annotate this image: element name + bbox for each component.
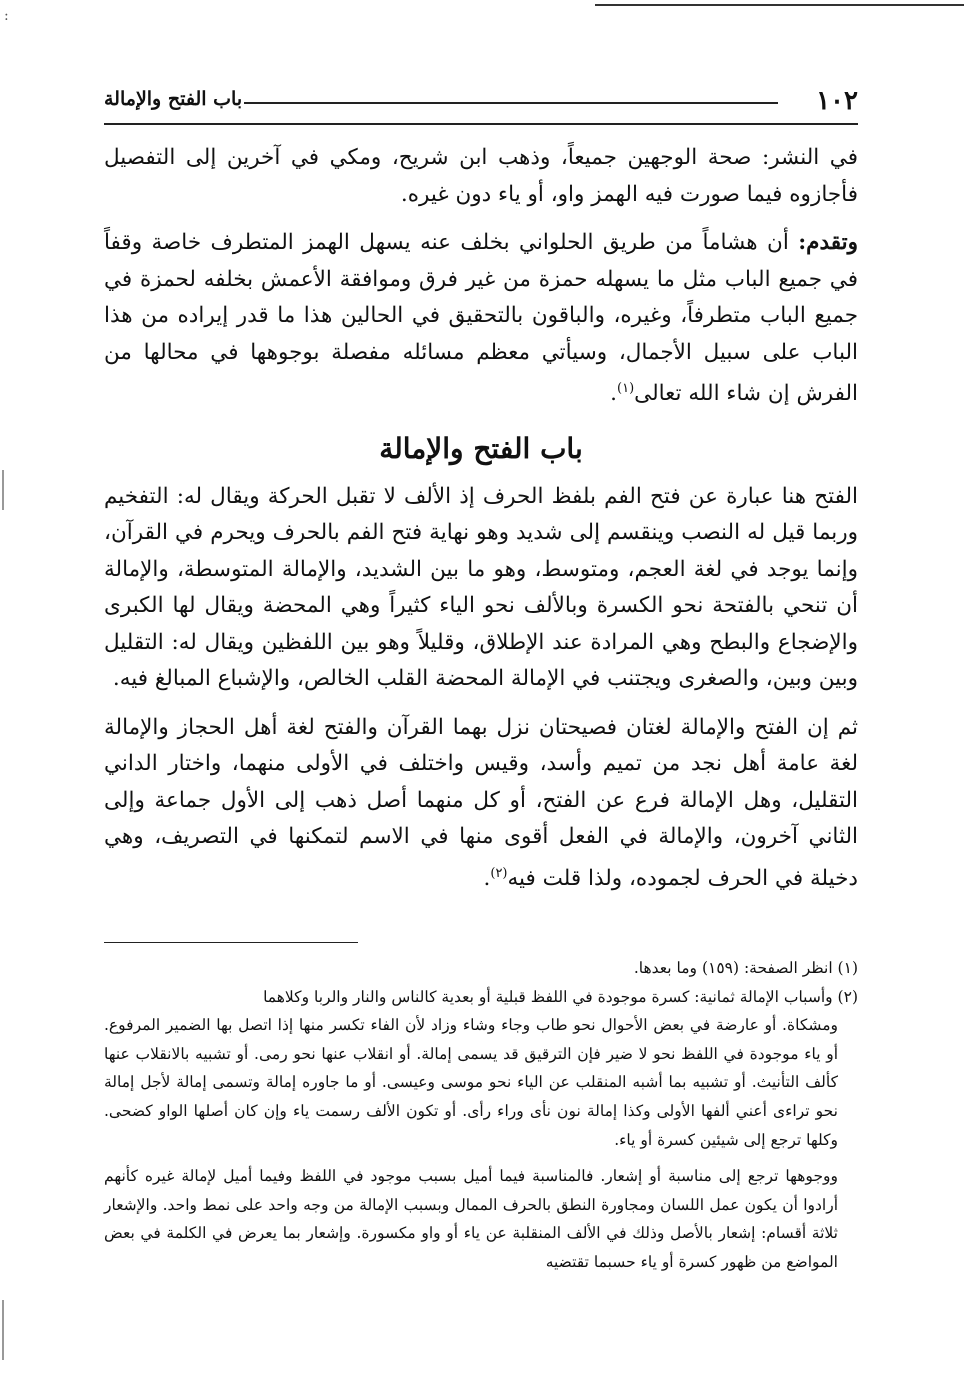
top-border-rule [595, 4, 964, 6]
paragraph-2-end: . [610, 381, 618, 407]
paragraph-2-lead: وتقدم: [798, 230, 858, 255]
footnotes [104, 954, 858, 1277]
page-number: ١٠٢ [816, 86, 858, 116]
paragraph-4 [104, 710, 858, 898]
footnote-ref-1: (١) [617, 381, 635, 396]
footnote-separator [104, 942, 358, 943]
footnote-2-first-line: (٢) وأسباب الإمالة ثمانية: كسرة موجودة في اللفظ قبلية أو بعدية كالناس والنار والربا وكلاهما [263, 987, 858, 1006]
paragraph-4-end: . [483, 865, 491, 891]
header-underline [104, 123, 858, 125]
paragraph-3: الفتح هنا عبارة عن فتح الفم بلفظ الحرف إذ الألف لا تقبل الحركة ويقال له: التفخيم وربما قيل له النصب وينقسم إلى شديد وهو نهاية فتح الفم بالحرف ويحرم في القرآن، وإنما يوجد في لغة العجم، ومتوسط، وهو ما بين الشديد، والإمالة المتوسطة، والإمالة أن تنحي بالفتحة نحو الكسرة وبالألف نحو الياء كثيراً وهي المحضة ويقال لها الكبرى والإضجاع والبطح وهي المرادة عند الإطلاق، وقليلاً وهو بين اللفظين ويقال له: التقليل وبين وبين، والصغرى ويجتنب في الإمالة المحضة القلب الخالص، والإشباع المبالغ فيه. [104, 483, 858, 692]
scan-mark: : [4, 8, 9, 24]
paragraph-2 [104, 225, 858, 413]
running-title: باب الفتح والإمالة [104, 88, 243, 110]
paragraph-4-body: ثم إن الفتح والإمالة لغتان فصيحتان نزل بهما القرآن والفتح لغة أهل الحجاز والإمالة لغة عامة أهل نجد من تميم وأسد، وقيس واختلف في الأولى منهما، واختار الداني التقليل، وهل الإمالة فرع عن الفتح، أو كل منهما أصل ذهب إلى الأول جماعة وإلى الثاني آخرون، والإمالة في الفعل أقوى منها في الاسم لتمكنها في التصريف، وهي دخيلة في الحرف لجموده، ولذا قلت فيه [104, 714, 858, 891]
header-rule [244, 102, 778, 104]
footnote-2-continuation: ووجوهها ترجع إلى مناسبة أو إشعار. فالمناسبة فيما أميل بسبب موجود في اللفظ وفيما أميل لإمالة غيره كأنهم أرادوا أن يكون عمل اللسان ومجاورة النطق بالحرف الممال وبسبب الإمالة من وجه واحد على نمط واحد. والإشعار ثلاثة أقسام: إشعار بالأصل وذلك في الألف المنقلبة عن ياء أو واو مكسورة. وإشعار بما يعرض في الكلمة في بعض المواضع من ظهور كسرة أو ياء حسبما تقتضيه [104, 1167, 838, 1271]
page-header [104, 84, 858, 120]
footnote-1: (١) انظر الصفحة: (١٥٩) وما بعدها. [633, 959, 858, 977]
main-text [104, 140, 858, 903]
paragraph-2-body: أن هشاماً من طريق الحلواني بخلف عنه يسهل الهمز المتطرف خاصة وقفاً في جميع الباب مثل ما يسهله حمزة من غير فرق وموافقة الأعمش بخلفه لحمزة في جميع الباب متطرفاً، وغيره، والباقون بالتحقيق في الحالين هذا ما قدر إيراده من هذا الباب على سبيل الأجمال، وسيأتي معظم مسائله مفصلة بوجوهها في محالها من الفرش إن شاء الله تعالى [104, 230, 858, 407]
footnote-2-body: ومشكاة. أو عارضة في بعض الأحوال نحو طاب وجاء وشاء وزاد لأن الفاء تكسر منها إذا اتصل بها الضمير المرفوع. أو ياء موجودة في اللفظ نحو لا ضير فإن الترقيق قد يسمى إمالة. أو انقلاب عنها نحو رمى. أو تشبيه بالانقلاب عنها كألف التأنيث. أو تشبيه بما أشبه المنقلب عن الياء نحو موسى وعيسى. أو ما جاوره إمالة وتسمى إمالة لأجل إمالة نحو تراءى أعني ألفها الأولى وكذا إمالة نون نأى وراء رأى. أو تكون الألف رسمت ياء وإن كان أصلها الواو كضحى. وكلها ترجع إلى شيئين كسرة أو ياء. [104, 1016, 838, 1149]
footnote-ref-2: (٢) [490, 865, 508, 881]
section-title: باب الفتح والإمالة [379, 431, 583, 465]
scan-edge-mark [2, 470, 4, 510]
paragraph-1: في النشر: صحة الوجهين جميعاً، وذهب ابن شريح، ومكي في آخرين إلى التفصيل فأجازوه فيما صورت فيه الهمز واو، أو ياء دون غيره. [104, 145, 858, 207]
scan-edge-mark [2, 1300, 4, 1360]
